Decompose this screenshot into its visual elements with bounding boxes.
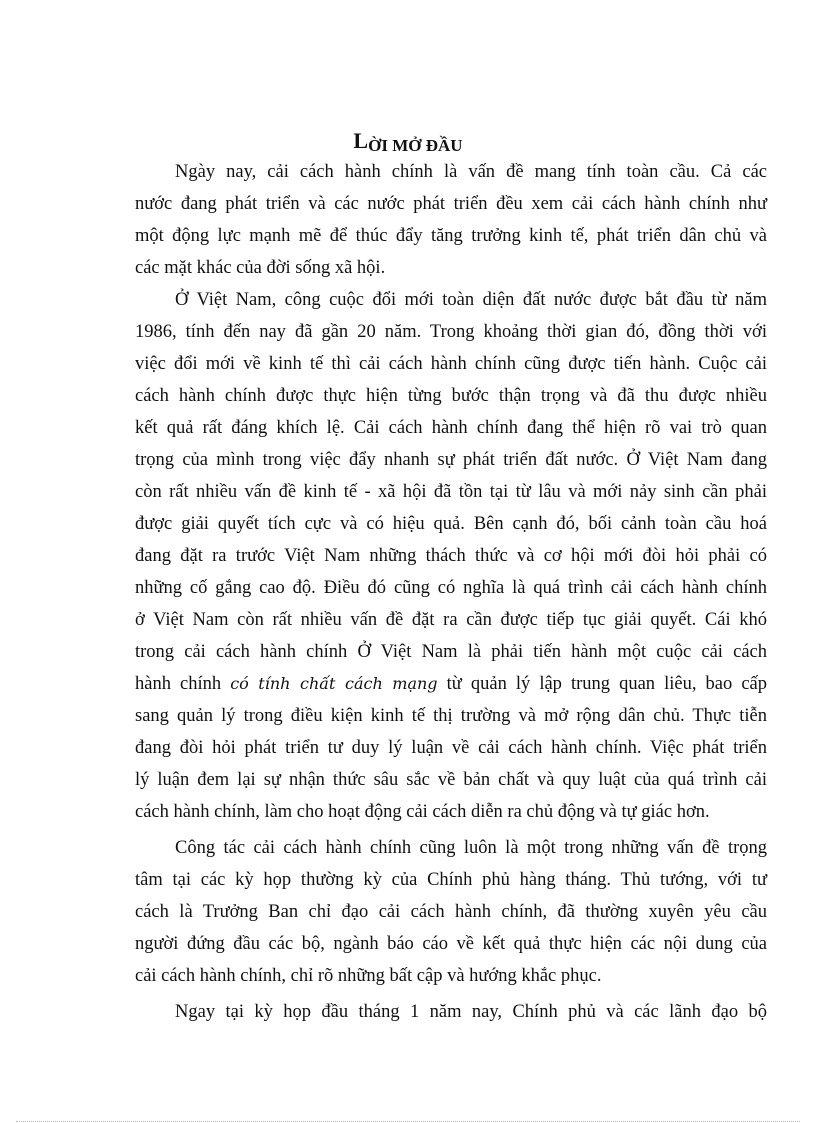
title-rest: ỜI MỞ ĐẦU: [368, 136, 463, 155]
text-line: [135, 700, 767, 732]
text-line: [135, 284, 767, 316]
text-line: [135, 476, 767, 508]
text-line-content: việc đổi mới về kinh tế thì cải cách hành chính cũng được tiến hành. Cuộc cải: [135, 354, 767, 374]
text-line: [135, 444, 767, 476]
text-line-content: Ngay tại kỳ họp đầu tháng 1 năm nay, Chính phủ và các lãnh đạo bộ: [175, 1002, 767, 1022]
text-line-content: nước đang phát triển và các nước phát triển đều xem cải cách hành chính như: [135, 194, 767, 214]
text-line-content: các mặt khác của đời sống xã hội.: [135, 258, 386, 278]
text-line: [135, 928, 767, 960]
text-line: [135, 604, 767, 636]
text-line-content: đang đặt ra trước Việt Nam những thách thức và cơ hội mới đòi hỏi phải có: [135, 546, 767, 566]
text-segment: từ quản lý lập trung quan liêu, bao cấp: [437, 674, 767, 694]
page-title: [0, 128, 816, 156]
text-line-content: người đứng đầu các bộ, ngành báo cáo về kết quả thực hiện các nội dung của: [135, 934, 767, 954]
text-line: [135, 380, 767, 412]
text-line-content: một động lực mạnh mẽ để thúc đẩy tăng trưởng kinh tế, phát triển dân chủ và: [135, 226, 767, 246]
text-line-content: Ngày nay, cải cách hành chính là vấn đề mang tính toàn cầu. Cả các: [175, 162, 767, 182]
text-line: [135, 508, 767, 540]
text-line: [135, 348, 767, 380]
text-line-content: kết quả rất đáng khích lệ. Cải cách hành chính đang thể hiện rõ vai trò quan: [135, 418, 767, 438]
text-line: [135, 188, 767, 220]
text-line-content: còn rất nhiều vấn đề kinh tế - xã hội đã tồn tại từ lâu và mới nảy sinh cần phải: [135, 482, 767, 502]
italic-phrase: có tính chất cách mạng: [230, 674, 438, 693]
text-line-content: lý luận đem lại sự nhận thức sâu sắc về bản chất và quy luật của quá trình cải: [135, 770, 767, 790]
text-line: [135, 412, 767, 444]
page-bottom-divider: [16, 1121, 800, 1122]
text-line-content: Ở Việt Nam, công cuộc đổi mới toàn diện đất nước được bắt đầu từ năm: [175, 290, 767, 310]
text-line: [135, 796, 767, 828]
text-line-content: trọng của mình trong việc đẩy nhanh sự phát triển đất nước. Ở Việt Nam đang: [135, 450, 767, 470]
text-line-content: sang quản lý trong điều kiện kinh tế thị trường và mở rộng dân chủ. Thực tiễn: [135, 706, 767, 726]
text-line: [135, 764, 767, 796]
text-line-content: trong cải cách hành chính Ở Việt Nam là phải tiến hành một cuộc cải cách: [135, 642, 767, 662]
text-line: [135, 896, 767, 928]
text-line: [135, 732, 767, 764]
text-line-content: cải cách hành chính, chỉ rõ những bất cập và hướng khắc phục.: [135, 966, 602, 986]
text-line-content: những cố gắng cao độ. Điều đó cũng có nghĩa là quá trình cải cách hành chính: [135, 578, 767, 598]
text-line-content: cách hành chính, làm cho hoạt động cải cách diễn ra chủ động và tự giác hơn.: [135, 802, 710, 822]
text-line: [135, 156, 767, 188]
text-line-content: [135, 668, 767, 700]
text-line: [135, 864, 767, 896]
text-line: [135, 316, 767, 348]
text-line-content: đang đòi hỏi phát triển tư duy lý luận về cải cách hành chính. Việc phát triển: [135, 738, 767, 758]
text-line: [135, 572, 767, 604]
text-line-content: tâm tại các kỳ họp thường kỳ của Chính phủ hàng tháng. Thủ tướng, với tư: [135, 870, 767, 890]
text-line-content: được giải quyết tích cực và có hiệu quả. Bên cạnh đó, bối cảnh toàn cầu hoá: [135, 514, 767, 534]
text-segment: hành chính: [135, 674, 231, 694]
text-line-content: 1986, tính đến nay đã gần 20 năm. Trong khoảng thời gian đó, đồng thời với: [135, 322, 767, 342]
text-line: [135, 668, 767, 700]
text-line-content: cách là Trưởng Ban chỉ đạo cải cách hành chính, đã thường xuyên yêu cầu: [135, 902, 767, 922]
text-line-content: Công tác cải cách hành chính cũng luôn là một trong những vấn đề trọng: [175, 838, 767, 858]
document-body: [135, 156, 767, 1028]
text-line: [135, 636, 767, 668]
text-line: [135, 832, 767, 864]
text-line: [135, 960, 767, 992]
text-line-content: cách hành chính được thực hiện từng bước thận trọng và đã thu được nhiều: [135, 386, 767, 406]
text-line: [135, 252, 767, 284]
text-line: [135, 220, 767, 252]
title-drop-letter: L: [353, 128, 369, 153]
text-line: [135, 540, 767, 572]
text-line-content: ở Việt Nam còn rất nhiều vấn đề đặt ra cần được tiếp tục giải quyết. Cái khó: [135, 610, 767, 630]
text-line: [135, 996, 767, 1028]
